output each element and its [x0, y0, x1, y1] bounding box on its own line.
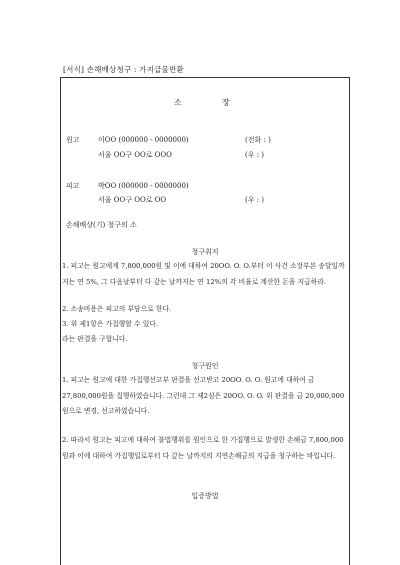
defendant-role: 피고: [66, 182, 80, 190]
plaintiff-role: 원고: [66, 136, 80, 144]
claim-purpose-item-3: 3. 위 제1항은 가집행할 수 있다.: [62, 320, 158, 328]
claim-cause-heading: 청구원인: [191, 362, 219, 370]
claim-purpose-item-2: 2. 소송비용은 피고의 부담으로 한다.: [62, 305, 172, 313]
claim-cause-item-2: 2. 따라서 원고는 피고에 대하여 불법행위를 원인으로 한 가집행으로 발생한 손해금 7,800,000원과 이에 대하여 가집행일로부터 다 갚는 날까지의 지연손해금의 지급을 청구하는 바입니다.: [62, 436, 344, 460]
defendant-zip: (우 : ): [245, 196, 265, 204]
case-name: 손해배상(기) 청구의 소: [66, 221, 137, 229]
claim-purpose-item-1: 1. 피고는 원고에게 7,800,000원 및 이에 대하여 20OO. O. O.부터 이 사건 소장부본 송달일까지는 연 5%, 그 다음날부터 다 갚는 날까지는 연 12%의 각 비율로 계산한 돈을 지급하라.: [62, 262, 345, 286]
plaintiff-name: 이OO (000000 - 0000000): [98, 136, 189, 144]
claim-purpose-closing: 라는 판결을 구합니다.: [62, 335, 128, 343]
defendant-address: 서울 OO구 OO로 OO: [98, 196, 167, 204]
plaintiff-address: 서울 OO구 OO로 OOO: [98, 151, 172, 159]
claim-cause-item-1: 1. 피고는 원고에 대한 가집행선고부 판결을 선고받고 20OO. O. O. 원고에 대하여 금 27,800,000원을 집행하였습니다. 그런데 그 제2심은 20OO. O. O. 위 판결을 금 20,000,000원으로 변경, 선고하였습니다.: [62, 376, 345, 415]
evidence-heading: 입증방법: [191, 492, 219, 500]
doc-title-so: 소: [174, 98, 182, 107]
plaintiff-zip: (우 : ): [245, 151, 265, 159]
defendant-name: 박OO (000000 - 0000000): [98, 182, 189, 190]
doc-title-jang: 장: [222, 98, 230, 107]
plaintiff-phone: (전화 : ): [245, 136, 271, 144]
claim-purpose-heading: 청구취지: [191, 248, 219, 256]
form-caption: [서식] 손해배상청구 : 가지급물반환: [63, 65, 184, 74]
